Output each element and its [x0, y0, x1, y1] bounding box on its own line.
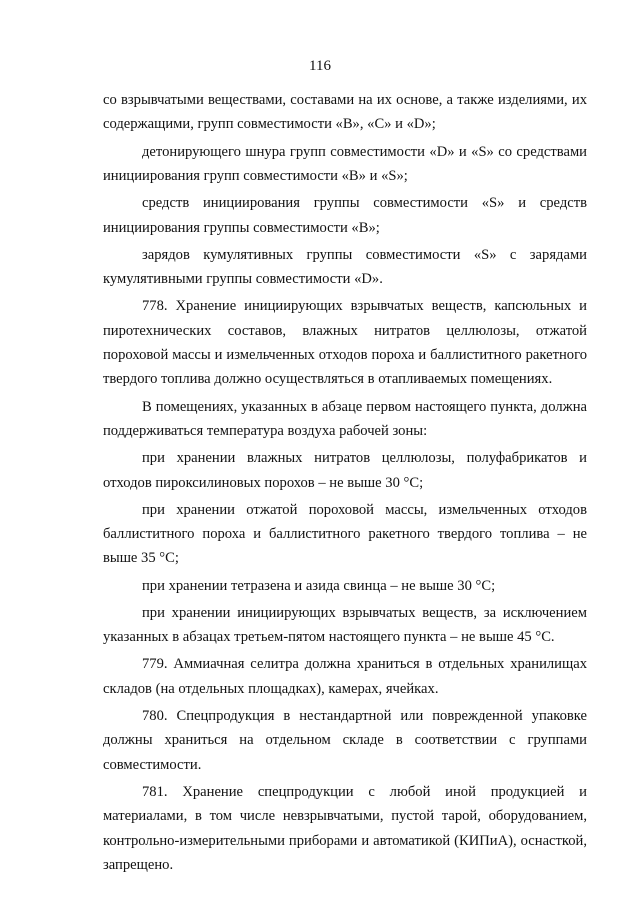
paragraph-temp-initiating: при хранении инициирующих взрывчатых веществ, за исключением указанных в абзацах третьем-пятом настоящего пункта – не выше 45 °C.: [103, 604, 587, 646]
paragraph-temperature-intro: В помещениях, указанных в абзаце первом настоящего пункта, должна поддерживаться температура воздуха рабочей зоны:: [103, 398, 587, 439]
paragraph-778: 778. Хранение инициирующих взрывчатых веществ, капсюльных и пиротехнических составов, влажных нитратов целлюлозы, отжатой пороховой массы и измельченных отходов пороха и баллиститного ракетного твердого топлива должно осуществляться в отапливаемых помещениях.: [103, 298, 587, 388]
paragraph-779: 779. Аммиачная селитра должна храниться в отдельных хранилищах складов (на отдельных площадках), камерах, ячейках.: [103, 656, 587, 697]
paragraph-detonating-cord: детонирующего шнура групп совместимости «D» и «S» со средствами инициирования групп совместимости «B» и «S»;: [103, 143, 587, 184]
paragraph-781: 781. Хранение спецпродукции с любой иной продукцией и материалами, в том числе невзрывчатыми, пустой тарой, оборудованием, контрольно-измерительными приборами и автоматикой (КИПиА), оснасткой, запрещено.: [103, 783, 587, 873]
paragraph-temp-powder-mass: при хранении отжатой пороховой массы, измельченных отходов баллиститного пороха и баллиститного ракетного твердого топлива – не выше 35 °C;: [103, 501, 587, 567]
paragraph-temp-nitrocellulose: при хранении влажных нитратов целлюлозы, полуфабрикатов и отходов пироксилиновых порохов – не выше 30 °C;: [103, 450, 587, 491]
paragraph-initiation-means: средств инициирования группы совместимости «S» и средств инициирования группы совместимости «B»;: [103, 195, 587, 236]
document-body: [103, 88, 587, 877]
paragraph-shaped-charges: зарядов кумулятивных группы совместимости «S» с зарядами кумулятивными группы совместимости «D».: [103, 246, 587, 288]
page-number: 116: [309, 58, 331, 74]
paragraph-780: 780. Спецпродукция в нестандартной или поврежденной упаковке должны храниться на отдельном складе в соответствии с группами совместимости.: [103, 708, 587, 773]
paragraph-temp-tetrazene: при хранении тетразена и азида свинца – не выше 30 °C;: [142, 577, 496, 594]
paragraph-continuation: со взрывчатыми веществами, составами на их основе, а также изделиями, их содержащими, групп совместимости «B», «C» и «D»;: [103, 92, 587, 133]
